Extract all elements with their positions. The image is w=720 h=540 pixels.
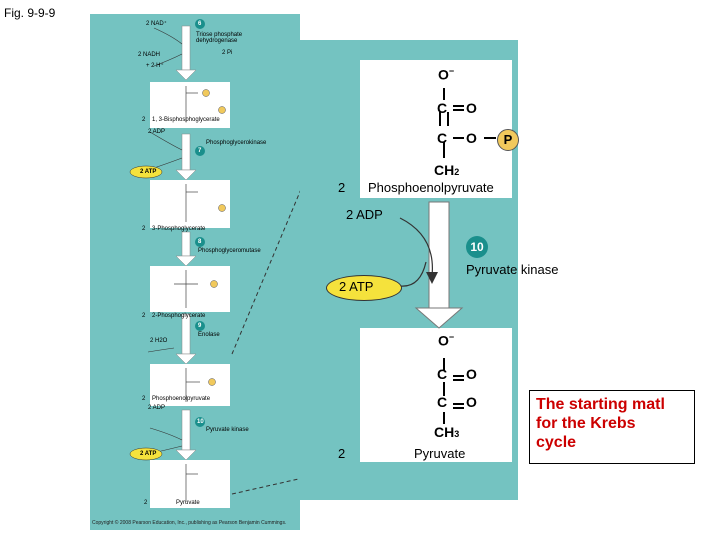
step8-enzyme: Phosphoglyceromutase — [198, 248, 261, 254]
pyr-ch3: CH3 — [434, 424, 460, 440]
pep-count-small: 2 — [142, 396, 146, 402]
step7-number: 7 — [198, 148, 202, 154]
step10-number-small: 10 — [197, 419, 204, 425]
step6-phosphate: 2 Pi — [222, 50, 233, 56]
pep-c1: C — [437, 100, 448, 116]
pep-name: Phosphoenolpyruvate — [368, 180, 494, 195]
step6-h-plus: + 2 H⁺ — [146, 63, 164, 69]
step10-atp: 2 ATP — [339, 279, 374, 294]
pep-o-minus: O− — [438, 66, 455, 83]
pep-count: 2 — [338, 180, 346, 195]
pyruvate-name: Pyruvate — [414, 446, 466, 461]
callout-line-3: cycle — [536, 434, 577, 451]
pg3-count: 2 — [142, 226, 146, 232]
step8-number: 8 — [198, 239, 202, 245]
step9-enzyme: Enolase — [198, 332, 220, 338]
pyruvate-count-small: 2 — [144, 500, 148, 506]
step6-enzyme: Triose phosphate dehydrogenase — [196, 32, 243, 44]
pyr-c2: C — [437, 394, 448, 410]
pep-o-double: O — [466, 100, 477, 116]
step10-atp-small: 2 ATP — [140, 451, 157, 457]
step10-enzyme-small: Pyruvate kinase — [206, 427, 249, 433]
pep-o-ester: O — [466, 130, 477, 146]
pyr-c1: C — [437, 366, 448, 382]
step9-water: 2 H2O — [150, 338, 168, 344]
phosphate-group-icon: P — [497, 129, 519, 151]
pyruvate-name-small: Pyruvate — [176, 500, 200, 506]
step9-number: 9 — [198, 323, 202, 329]
pg3-name: 3-Phosphoglycerate — [152, 226, 206, 232]
pep-c2: C — [437, 130, 448, 146]
pyr-o-double2: O — [466, 394, 477, 410]
step7-enzyme: Phosphoglycerokinase — [206, 140, 267, 146]
bpg-count: 2 — [142, 117, 146, 123]
pep-ch2: CH2 — [434, 162, 460, 178]
pyr-o-minus: O− — [438, 332, 455, 349]
pep-name-small: Phosphoenolpyruvate — [152, 396, 211, 402]
pg2-name: 2-Phosphoglycerate — [152, 313, 206, 319]
step7-adp: 2 ADP — [148, 129, 166, 135]
copyright-notice: Copyright © 2008 Pearson Education, Inc., publishing as Pearson Benjamin Cummings. — [92, 520, 287, 526]
pg2-count: 2 — [142, 313, 146, 319]
pyr-o-double1: O — [466, 366, 477, 382]
step6-nad-plus: 2 NAD⁺ — [146, 21, 167, 27]
pyruvate-count: 2 — [338, 446, 346, 461]
callout-line-2: for the Krebs — [536, 415, 636, 432]
step10-badge: 10 — [466, 236, 488, 258]
step6-number: 6 — [198, 21, 202, 27]
step10-adp: 2 ADP — [346, 207, 383, 222]
bpg-name: 1, 3-Bisphosphoglycerate — [152, 117, 220, 123]
step10-enzyme: Pyruvate kinase — [466, 262, 559, 277]
step7-atp: 2 ATP — [140, 169, 157, 175]
callout-line-1: The starting matl — [536, 396, 665, 413]
step10-adp-small: 2 ADP — [148, 405, 166, 411]
figure-label: Fig. 9-9-9 — [4, 6, 56, 20]
step6-nadh: 2 NADH — [138, 52, 161, 58]
krebs-callout-text — [536, 395, 665, 452]
